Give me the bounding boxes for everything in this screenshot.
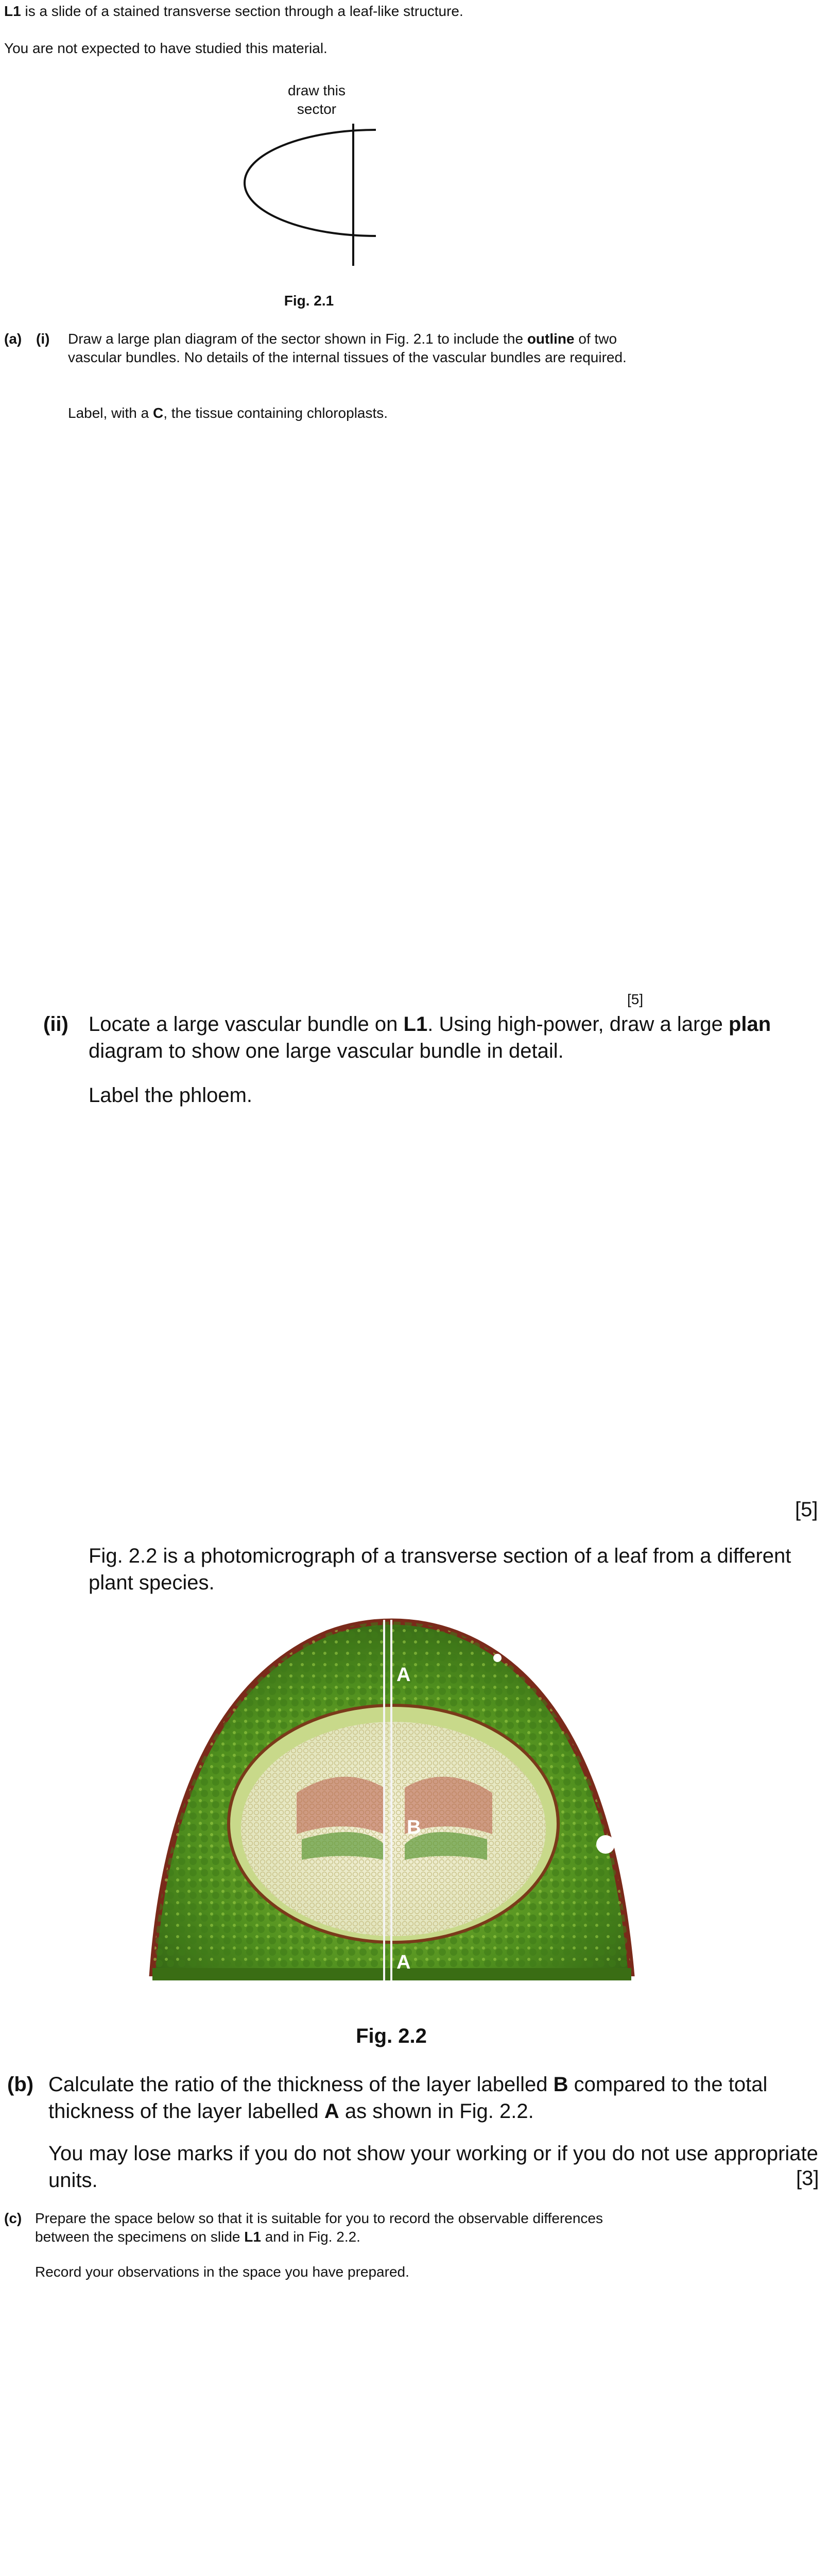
part-c-question — [35, 2209, 653, 2246]
fig21-caption: Fig. 2.1 — [284, 293, 334, 309]
fig22-label-a-bottom: A — [396, 1952, 411, 1973]
fig21-diagram — [227, 118, 391, 273]
fig22-photomicrograph — [142, 1618, 643, 1999]
part-a-ii-marks: [5] — [795, 1498, 818, 1521]
part-b-marks: [3] — [796, 2167, 819, 2190]
drawing-space-a-ii[interactable] — [31, 1118, 803, 1479]
fig22-label-a-top: A — [396, 1664, 411, 1686]
drawing-space-a-i[interactable] — [31, 428, 649, 984]
part-a-i-label-text-b: , the tissue containing chloroplasts. — [163, 405, 388, 421]
leaf-outline — [245, 130, 376, 236]
part-a-i-label: (i) — [36, 331, 50, 347]
part-a-ii-bold-1: L1 — [403, 1013, 428, 1036]
part-a-ii-bold-2: plan — [728, 1013, 771, 1036]
part-c-text-a: Prepare the space below so that it is suitable for you to record the observable differences between the specimens on slide — [35, 2210, 603, 2245]
observation-space-c[interactable] — [31, 2287, 649, 2576]
fig21-sector-label — [278, 81, 355, 118]
part-c-label: (c) — [4, 2210, 22, 2226]
fig22-intro: Fig. 2.2 is a photomicrograph of a transverse section of a leaf from a different plant species. — [89, 1545, 791, 1594]
part-a-i-bold: outline — [527, 331, 575, 347]
part-b-text-c: as shown in Fig. 2.2. — [339, 2100, 534, 2123]
part-b-bold-2: A — [324, 2100, 339, 2123]
part-b-text-a: Calculate the ratio of the thickness of the layer labelled — [48, 2073, 554, 2096]
part-a-ii-text-c: diagram to show one large vascular bundle in detail. — [89, 1040, 564, 1062]
fig21-label-line-1: draw this — [287, 82, 346, 98]
intro-line-2: You are not expected to have studied this material. — [4, 40, 327, 56]
part-a-label: (a) — [4, 331, 22, 347]
part-a-i-label-text-a: Label, with a — [68, 405, 153, 421]
part-b-label: (b) — [7, 2073, 34, 2096]
fig22-caption: Fig. 2.2 — [356, 2025, 427, 2047]
part-b-question — [48, 2071, 821, 2125]
intro-line-1-text: is a slide of a stained transverse section through a leaf-like structure. — [21, 3, 463, 19]
part-a-i-text-a: Draw a large plan diagram of the sector shown in Fig. 2.1 to include the — [68, 331, 527, 347]
part-b-bold-1: B — [553, 2073, 568, 2096]
part-a-ii-label: (ii) — [43, 1013, 68, 1036]
part-a-i-label-instruction — [68, 404, 388, 422]
part-a-ii-text-a: Locate a large vascular bundle on — [89, 1013, 404, 1036]
part-c-record: Record your observations in the space you have prepared. — [35, 2264, 409, 2280]
part-a-i-text-b: of two vascular bundles. No details of the internal tissues of the vascular bundles are required. — [68, 331, 627, 365]
intro-line-1 — [4, 2, 463, 21]
part-a-i-question — [68, 330, 650, 367]
part-b-note: You may lose marks if you do not show your working or if you do not use appropriate units. — [48, 2142, 818, 2192]
part-a-ii-question — [89, 1011, 820, 1064]
part-c-text-b: and in Fig. 2.2. — [261, 2229, 360, 2245]
slide-name: L1 — [4, 3, 21, 19]
part-a-i-label-bold: C — [153, 405, 164, 421]
part-c-bold: L1 — [244, 2229, 261, 2245]
fig21-label-line-2: sector — [297, 101, 337, 117]
part-a-ii-label-instruction: Label the phloem. — [89, 1084, 253, 1107]
fig22-label-b: B — [407, 1817, 421, 1838]
part-b-text-b: compared to the total thickness of the layer labelled — [48, 2073, 768, 2123]
part-a-ii-text-b: . Using high-power, draw a large — [427, 1013, 729, 1036]
part-a-i-marks: [5] — [627, 991, 644, 1007]
